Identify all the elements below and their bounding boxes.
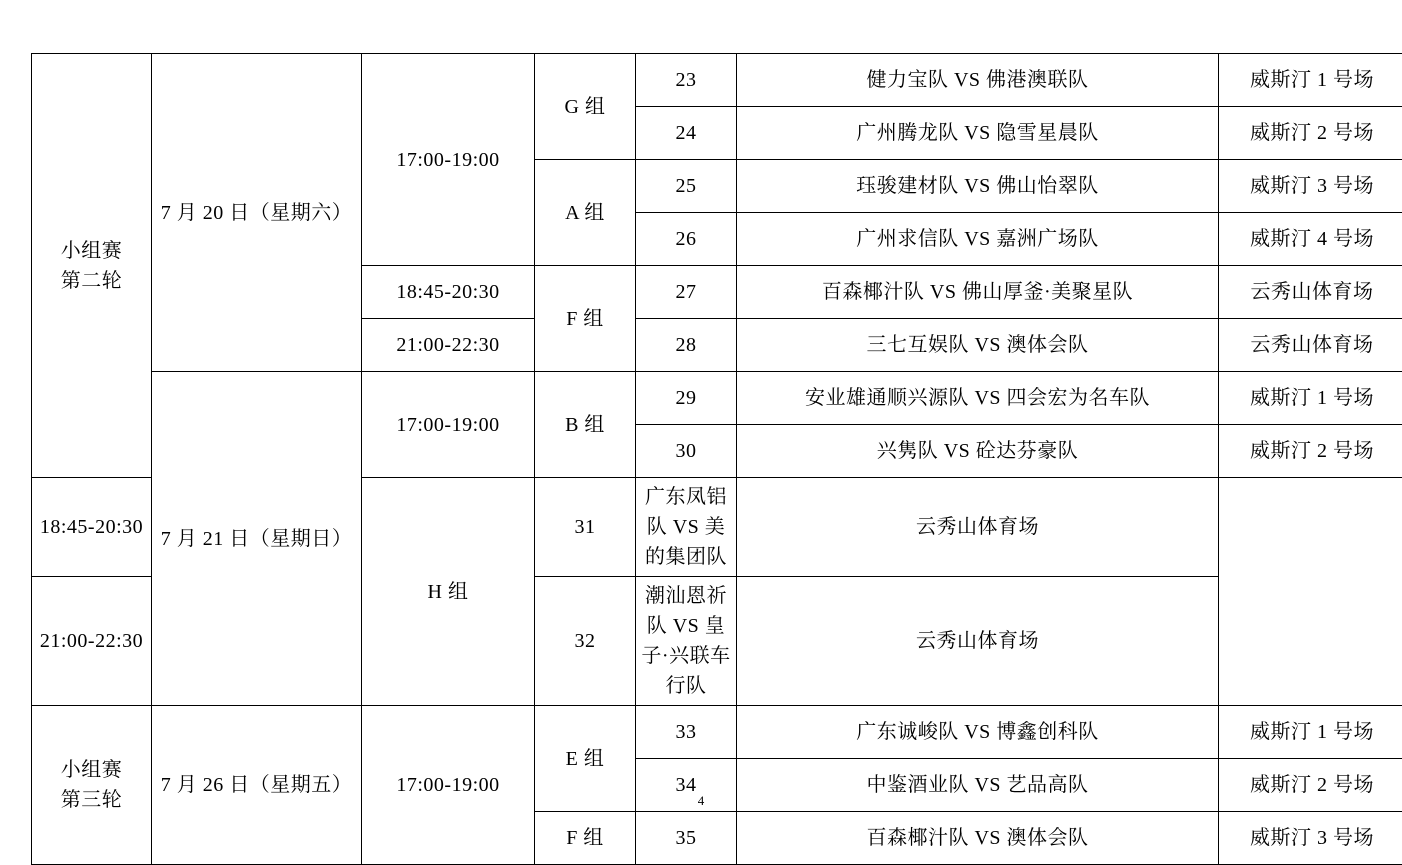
table-row <box>32 706 1402 759</box>
schedule-table-wrapper <box>31 53 1370 865</box>
group-label: B 组 <box>535 372 636 478</box>
schedule-table-body <box>32 54 1402 865</box>
match-venue: 威斯汀 1 号场 <box>1219 372 1402 425</box>
table-row <box>32 54 1402 107</box>
match-date: 7 月 21 日（星期日） <box>152 372 362 706</box>
match-number: 30 <box>636 425 737 478</box>
match-time: 17:00-19:00 <box>362 54 535 266</box>
match-venue: 威斯汀 1 号场 <box>1219 54 1402 107</box>
match-teams: 广东凤铝队 VS 美的集团队 <box>636 478 737 577</box>
match-number: 26 <box>636 213 737 266</box>
page-number: 4 <box>0 793 1402 809</box>
match-teams: 潮汕恩祈队 VS 皇子·兴联车行队 <box>636 577 737 706</box>
match-teams: 百森椰汁队 VS 佛山厚釜·美聚星队 <box>737 266 1219 319</box>
match-venue: 威斯汀 1 号场 <box>1219 706 1402 759</box>
match-teams: 百森椰汁队 VS 澳体会队 <box>737 812 1219 865</box>
group-label: G 组 <box>535 54 636 160</box>
match-time: 17:00-19:00 <box>362 706 535 865</box>
match-venue: 威斯汀 2 号场 <box>1219 759 1402 812</box>
match-number: 32 <box>535 577 636 706</box>
match-venue: 云秀山体育场 <box>1219 266 1402 319</box>
group-label: F 组 <box>535 266 636 372</box>
match-venue: 云秀山体育场 <box>737 577 1219 706</box>
match-venue: 威斯汀 3 号场 <box>1219 160 1402 213</box>
match-venue: 威斯汀 2 号场 <box>1219 425 1402 478</box>
group-label: F 组 <box>535 812 636 865</box>
match-time: 18:45-20:30 <box>32 478 152 577</box>
match-teams: 珏骏建材队 VS 佛山怡翠队 <box>737 160 1219 213</box>
match-venue: 云秀山体育场 <box>1219 319 1402 372</box>
match-venue: 威斯汀 2 号场 <box>1219 107 1402 160</box>
match-venue: 云秀山体育场 <box>737 478 1219 577</box>
match-teams: 健力宝队 VS 佛港澳联队 <box>737 54 1219 107</box>
group-label: A 组 <box>535 160 636 266</box>
match-date: 7 月 26 日（星期五） <box>152 706 362 865</box>
match-schedule-table <box>31 53 1402 865</box>
match-number: 23 <box>636 54 737 107</box>
match-number: 35 <box>636 812 737 865</box>
match-number: 25 <box>636 160 737 213</box>
match-teams: 广州腾龙队 VS 隐雪星晨队 <box>737 107 1219 160</box>
match-teams: 广州求信队 VS 嘉洲广场队 <box>737 213 1219 266</box>
match-teams: 广东诚峻队 VS 博鑫创科队 <box>737 706 1219 759</box>
match-time: 21:00-22:30 <box>32 577 152 706</box>
match-number: 28 <box>636 319 737 372</box>
match-teams: 安业雄通顺兴源队 VS 四会宏为名车队 <box>737 372 1219 425</box>
match-teams: 三七互娱队 VS 澳体会队 <box>737 319 1219 372</box>
group-label: H 组 <box>362 478 535 706</box>
round-label: 小组赛 第三轮 <box>32 706 152 865</box>
match-time: 18:45-20:30 <box>362 266 535 319</box>
match-time: 21:00-22:30 <box>362 319 535 372</box>
match-teams: 中鉴酒业队 VS 艺品高队 <box>737 759 1219 812</box>
table-row <box>32 372 1402 425</box>
group-label: E 组 <box>535 706 636 812</box>
match-venue: 威斯汀 4 号场 <box>1219 213 1402 266</box>
match-number: 24 <box>636 107 737 160</box>
match-number: 29 <box>636 372 737 425</box>
match-number: 27 <box>636 266 737 319</box>
match-date: 7 月 20 日（星期六） <box>152 54 362 372</box>
match-number: 31 <box>535 478 636 577</box>
match-number: 33 <box>636 706 737 759</box>
match-teams: 兴隽队 VS 砼达芬豪队 <box>737 425 1219 478</box>
match-number: 34 <box>636 759 737 812</box>
match-venue: 威斯汀 3 号场 <box>1219 812 1402 865</box>
round-label: 小组赛 第二轮 <box>32 54 152 478</box>
match-time: 17:00-19:00 <box>362 372 535 478</box>
